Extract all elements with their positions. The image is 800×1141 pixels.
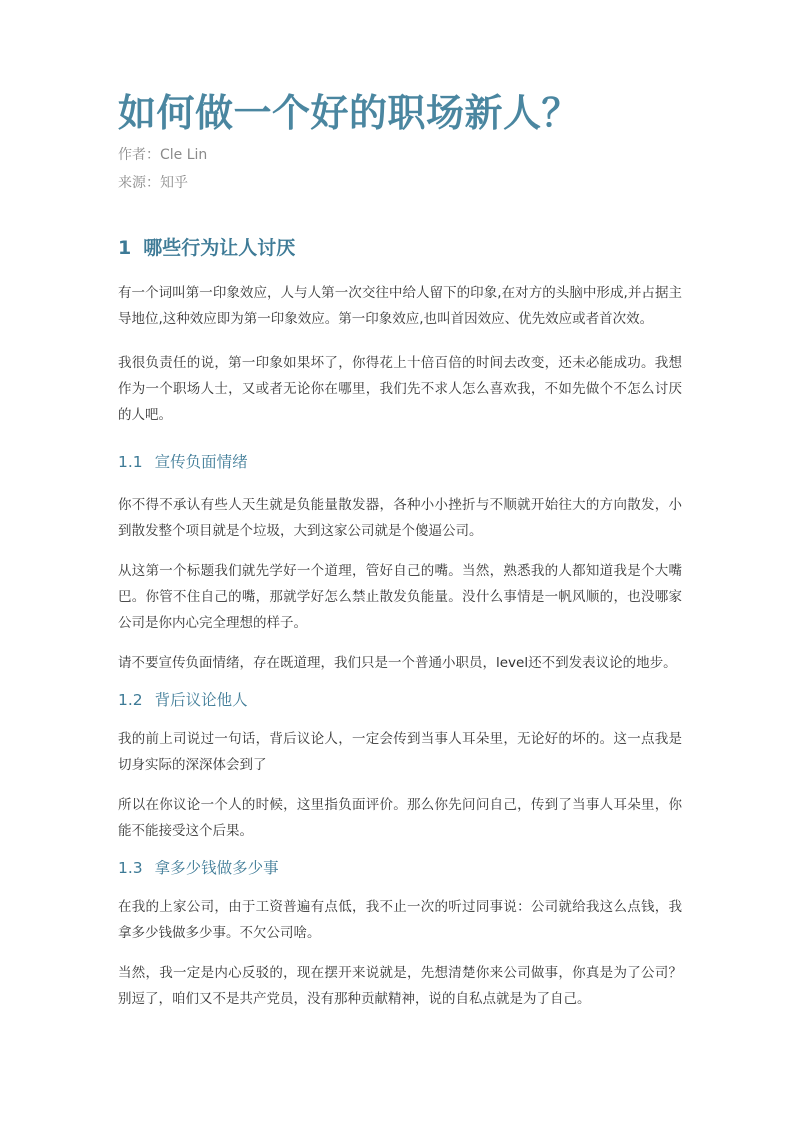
subsection-number: 1.3 xyxy=(118,859,143,877)
subsection-heading xyxy=(118,450,682,474)
subsection-number: 1.1 xyxy=(118,453,143,471)
paragraph: 请不要宣传负面情绪，存在既道理，我们只是一个普通小职员，level还不到发表议论的地步。 xyxy=(118,655,677,671)
paragraph: 我的前上司说过一句话，背后议论人，一定会传到当事人耳朵里，无论好的坏的。这一点我是切身实际的深深体会到了 xyxy=(118,731,682,773)
subsection-title: 拿多少钱做多少事 xyxy=(154,859,279,877)
subsection-title: 背后议论他人 xyxy=(154,691,248,709)
article-source: 来源：知乎 xyxy=(118,175,188,191)
article-title: 如何做一个好的职场新人？ xyxy=(118,91,581,135)
paragraph: 当然，我一定是内心反驳的，现在摆开来说就是，先想清楚你来公司做事，你真是为了公司？别逗了，咱们又不是共产党员，没有那种贡献精神，说的自私点就是为了自己。 xyxy=(118,965,682,1007)
paragraph: 我很负责任的说，第一印象如果坏了，你得花上十倍百倍的时间去改变，还未必能成功。我想作为一个职场人士，又或者无论你在哪里，我们先不求人怎么喜欢我，不如先做个不怎么讨厌的人吧。 xyxy=(118,355,682,423)
section-number: 1 xyxy=(118,237,132,259)
paragraph: 你不得不承认有些人天生就是负能量散发器，各种小小挫折与不顺就开始往大的方向散发，小到散发整个项目就是个垃圾，大到这家公司就是个傻逼公司。 xyxy=(118,497,682,539)
paragraph: 所以在你议论一个人的时候，这里指负面评价。那么你先问问自己，传到了当事人耳朵里，你能不能接受这个后果。 xyxy=(118,797,682,839)
paragraph: 在我的上家公司，由于工资普遍有点低，我不止一次的听过同事说：公司就给我这么点钱，我拿多少钱做多少事。不欠公司啥。 xyxy=(118,899,682,941)
section-heading xyxy=(118,234,682,262)
subsection-heading xyxy=(118,856,682,880)
subsection-number: 1.2 xyxy=(118,691,143,709)
paragraph: 从这第一个标题我们就先学好一个道理，管好自己的嘴。当然，熟悉我的人都知道我是个大嘴巴。你管不住自己的嘴，那就学好怎么禁止散发负能量。没什么事情是一帆风顺的，也没哪家公司是你内心完全理想的样子。 xyxy=(118,563,682,631)
paragraph: 有一个词叫第一印象效应，人与人第一次交往中给人留下的印象,在对方的头脑中形成,并占据主导地位,这种效应即为第一印象效应。第一印象效应,也叫首因效应、优先效应或者首次效。 xyxy=(118,285,682,327)
subsection-heading xyxy=(118,688,682,712)
section-title: 哪些行为让人讨厌 xyxy=(143,237,296,259)
article-author: 作者：Cle Lin xyxy=(118,147,208,163)
subsection-title: 宣传负面情绪 xyxy=(154,453,248,471)
